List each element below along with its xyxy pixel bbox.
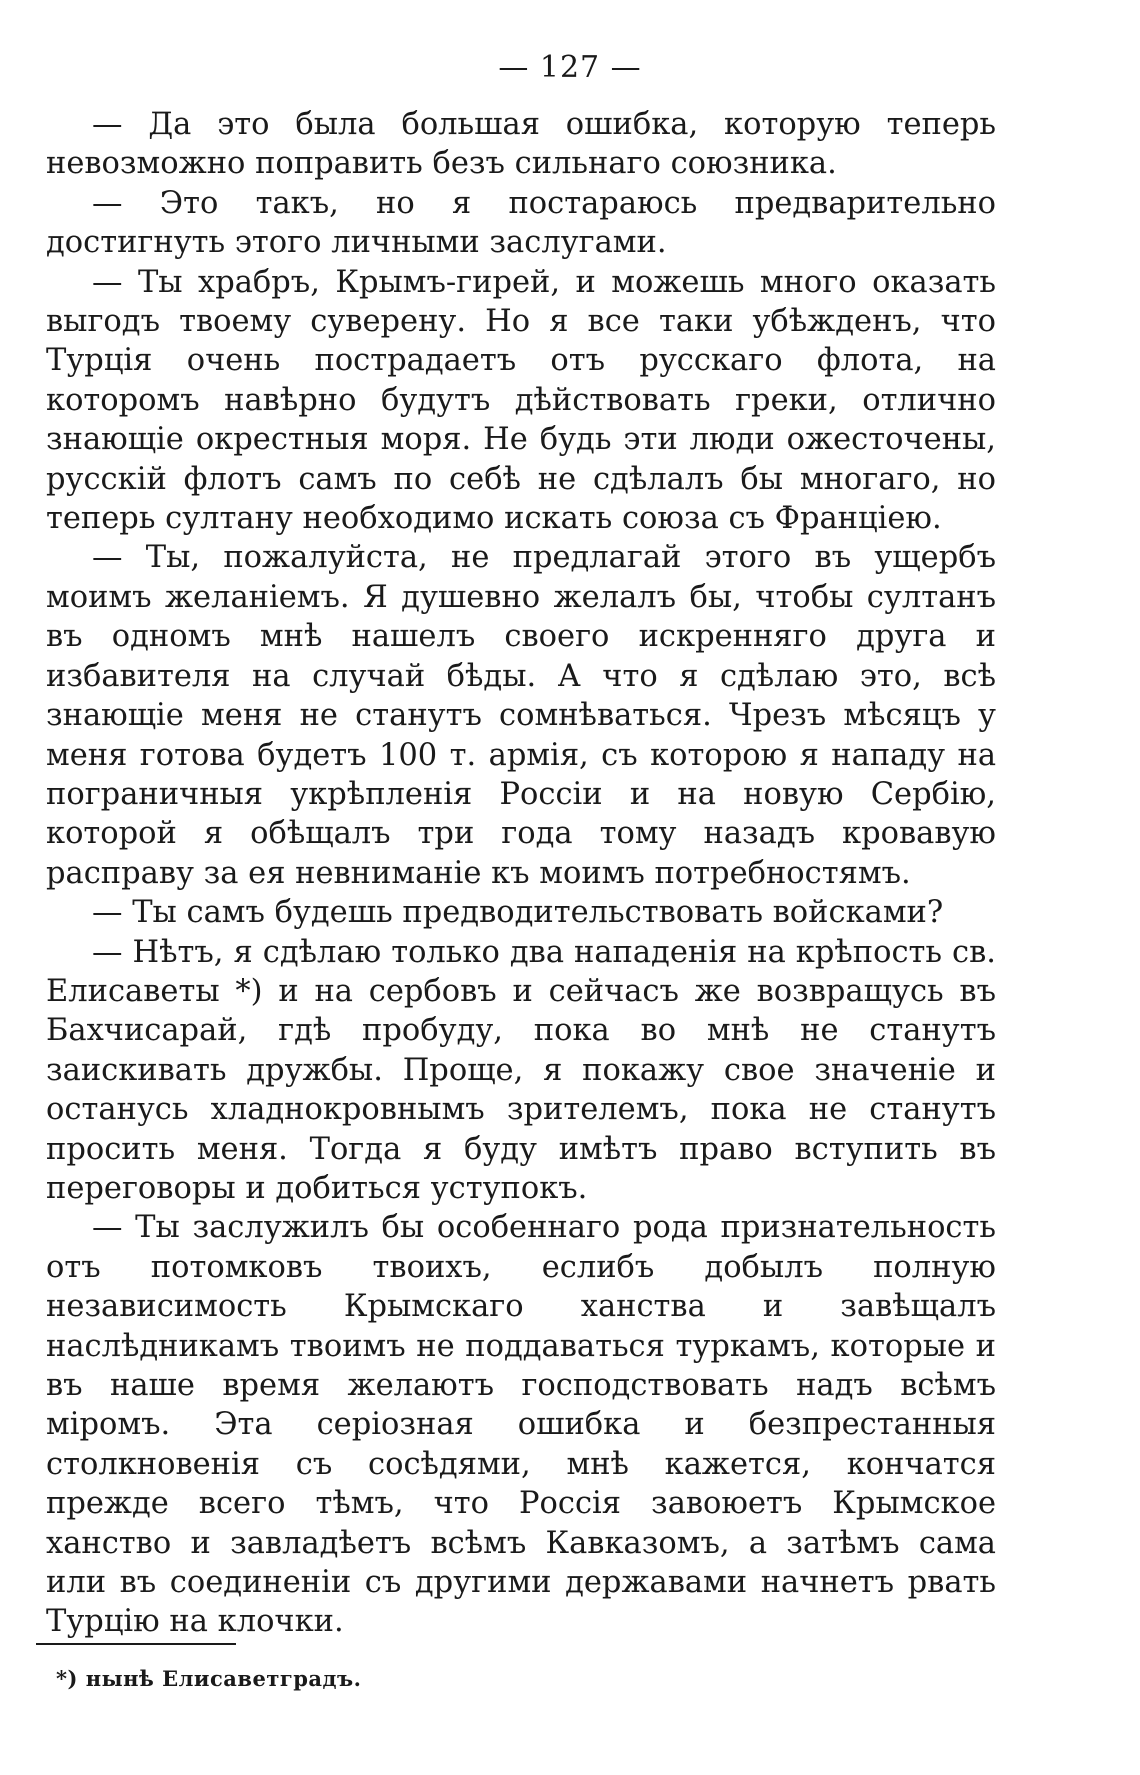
paragraph: — Ты храбръ, Крымъ-гирей, и можешь много оказать выгодъ твоему суверену. Но я все таки убѣжденъ, что Турція очень пострадаетъ отъ русскаго флота, на которомъ навѣрно будутъ дѣйствовать греки, отлично знающіе окрестныя моря. Не будь эти люди ожесточены, русскій флотъ самъ по себѣ не сдѣлалъ бы многаго, но теперь султану необходимо искать союза съ Франціею. (46, 264, 996, 537)
paragraph: — Ты самъ будешь предводительствовать войсками? (92, 895, 944, 931)
body-text (46, 105, 996, 1642)
paragraph: — Это такъ, но я постараюсь предварительно достигнуть этого личными заслугами. (46, 185, 996, 261)
footnote: *) нынѣ Елисаветградъ. (56, 1666, 362, 1691)
paragraph: — Ты, пожалуйста, не предлагай этого въ ущербъ моимъ желаніемъ. Я душевно желалъ бы, чтобы султанъ въ одномъ мнѣ нашелъ своего искренняго друга и избавителя на случай бѣды. А что я сдѣлаю это, всѣ знающіе меня не станутъ сомнѣваться. Чрезъ мѣсяцъ у меня готова будетъ 100 т. армія, съ которою я нападу на пограничныя укрѣпленія Россіи и на новую Сербію, которой я обѣщалъ три года тому назадъ кровавую расправу за ея невниманіе къ моимъ потребностямъ. (46, 540, 996, 891)
footnote-divider (36, 1643, 236, 1645)
paragraph: — Нѣтъ, я сдѣлаю только два нападенія на крѣпость св. Елисаветы *) и на сербовъ и сейчасъ же возвращусь въ Бахчисарай, гдѣ пробуду, пока во мнѣ не станутъ заискивать дружбы. Проще, я покажу свое значеніе и останусь хладнокровнымъ зрителемъ, пока не станутъ просить меня. Тогда я буду имѣтъ право вступить въ переговоры и добиться уступокъ. (46, 934, 996, 1206)
paragraph: — Ты заслужилъ бы особеннаго рода признательность отъ потомковъ твоихъ, еслибъ добылъ полную независимость Крымскаго ханства и завѣщалъ наслѣдникамъ твоимъ не поддаваться туркамъ, которые и въ наше время желаютъ господствовать надъ всѣмъ міромъ. Эта серіозная ошибка и безпрестанныя столкновенія съ сосѣдями, мнѣ кажется, кончатся прежде всего тѣмъ, что Россія завоюетъ Крымское ханство и завладѣетъ всѣмъ Кавказомъ, а затѣмъ сама или въ соединеніи съ другими державами начнетъ рвать Турцію на клочки. (46, 1210, 996, 1640)
page-number: — 127 — (498, 50, 642, 85)
paragraph: — Да это была большая ошибка, которую теперь невозможно поправить безъ сильнаго союзника. (46, 107, 996, 182)
